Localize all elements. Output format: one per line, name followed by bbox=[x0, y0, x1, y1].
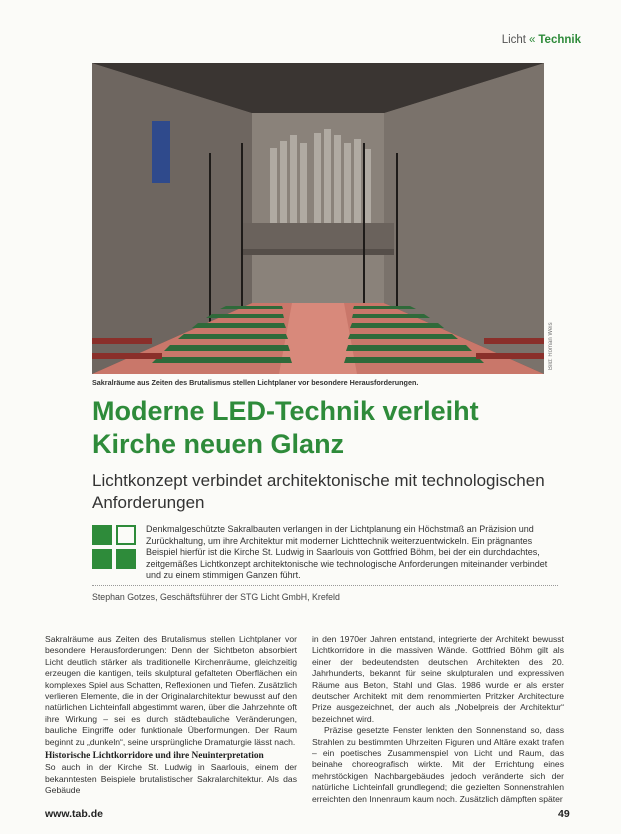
article-lead: Denkmalgeschützte Sakralbauten verlangen in der Lichtplanung ein Höchstmaß an Präzision und Zurückhaltung, um ihre Architektur mit moderner Lichttechnik weiterzuentwickeln. Ein prägnantes Beispiel hierfür ist die Kirche St. Ludwig in Saarlouis von Gottfried Böhm, bei der ein durchdachtes, zeitgemäßes Lichtkonzept architektonische wie technologische Anforderungen miteinander verbindet und zu einem stimmigen Ganzen führt. bbox=[146, 524, 548, 581]
article-subhead: Historische Lichtkorridore und ihre Neuinterpretation bbox=[45, 751, 264, 762]
photo-caption: Sakralräume aus Zeiten des Brutalismus stellen Lichtplaner vor besondere Herausforderungen. bbox=[92, 378, 419, 387]
logo-square bbox=[92, 549, 112, 569]
page-number: 49 bbox=[558, 808, 570, 820]
body-paragraph: Sakralräume aus Zeiten des Brutalismus stellen Lichtplaner vor besondere Herausforderungen: Denn der Sichtbeton absorbiert Licht deutlich stärker als traditionelle Kirchenräume, gleichzeitig erzeugen die kantigen, teils skulptural gefalteten Oberflächen ein komplexes Spiel aus Schatten, Reflexionen und Tiefen. Zusätzlich verlieren Elemente, die in der Originalarchitektur bewusst auf den natürlichen Lichteinfall abgestimmt waren, über die Jahrzehnte oft ihre Wirkung – sei es durch städtebauliche Veränderungen, bauliche Eingriffe oder funktionale Überformungen. Der Raum beginnt zu „dunkeln“, seine ursprüngliche Dramaturgie lässt nach. bbox=[45, 634, 297, 747]
section-header bbox=[502, 34, 581, 46]
dotted-divider bbox=[92, 585, 558, 586]
church-interior-illustration bbox=[92, 63, 544, 374]
article-author: Stephan Gotzes, Geschäftsführer der STG Licht GmbH, Krefeld bbox=[92, 592, 340, 602]
body-paragraph: So auch in der Kirche St. Ludwig in Saarlouis, einem der bekanntesten Beispiele brutalistischer Sakralarchitektur. Als das Gebäude bbox=[45, 762, 297, 796]
body-paragraph: in den 1970er Jahren entstand, integrierte der Architekt bewusst Lichtkorridore in die massiven Wände. Gottfried Böhm gilt als einer der bedeutendsten deutschen Architekten des 20. Jahrhunderts, bekannt für seine skulpturalen und expressiven Räume aus Beton, Stahl und Glas. 1986 wurde er als erster deutscher Architekt mit dem renommierten Pritzker Architecture Prize ausgezeichnet, der auch als „Nobelpreis der Architektur“ bezeichnet wird. bbox=[312, 634, 564, 724]
section-label-strong: Technik bbox=[538, 34, 581, 46]
text-column-right bbox=[312, 634, 564, 805]
logo-square-outline bbox=[116, 525, 136, 545]
church-interior-photo bbox=[92, 63, 544, 374]
section-label: Licht bbox=[501, 34, 526, 46]
photo-credit: Bild: Roman Weis bbox=[548, 322, 554, 370]
section-logo bbox=[92, 525, 138, 571]
text-column-left bbox=[45, 634, 297, 797]
article-headline: Moderne LED-Technik verleiht Kirche neuen Glanz bbox=[92, 396, 479, 459]
section-separator: « bbox=[528, 34, 536, 46]
logo-square bbox=[92, 525, 112, 545]
body-paragraph: Präzise gesetzte Fenster lenkten den Sonnenstand so, dass Strahlen zu bestimmten Uhrzeiten Figuren und Altäre exakt trafen – ein poetisches Zusammenspiel von Licht und Raum, das beinahe choreografisch wirkte. Mit der Errichtung eines mehrstöckigen Nachbargebäudes jedoch veränderte sich der natürliche Lichteinfall grundlegend; die gezielten Sonnenstrahlen erreichten den Innenraum kaum noch. Zusätzlich dämpften später bbox=[312, 725, 564, 804]
logo-square bbox=[116, 549, 136, 569]
article-subheadline: Lichtkonzept verbindet architektonische mit technologischen Anforderungen bbox=[92, 471, 545, 512]
footer-url: www.tab.de bbox=[45, 808, 103, 820]
